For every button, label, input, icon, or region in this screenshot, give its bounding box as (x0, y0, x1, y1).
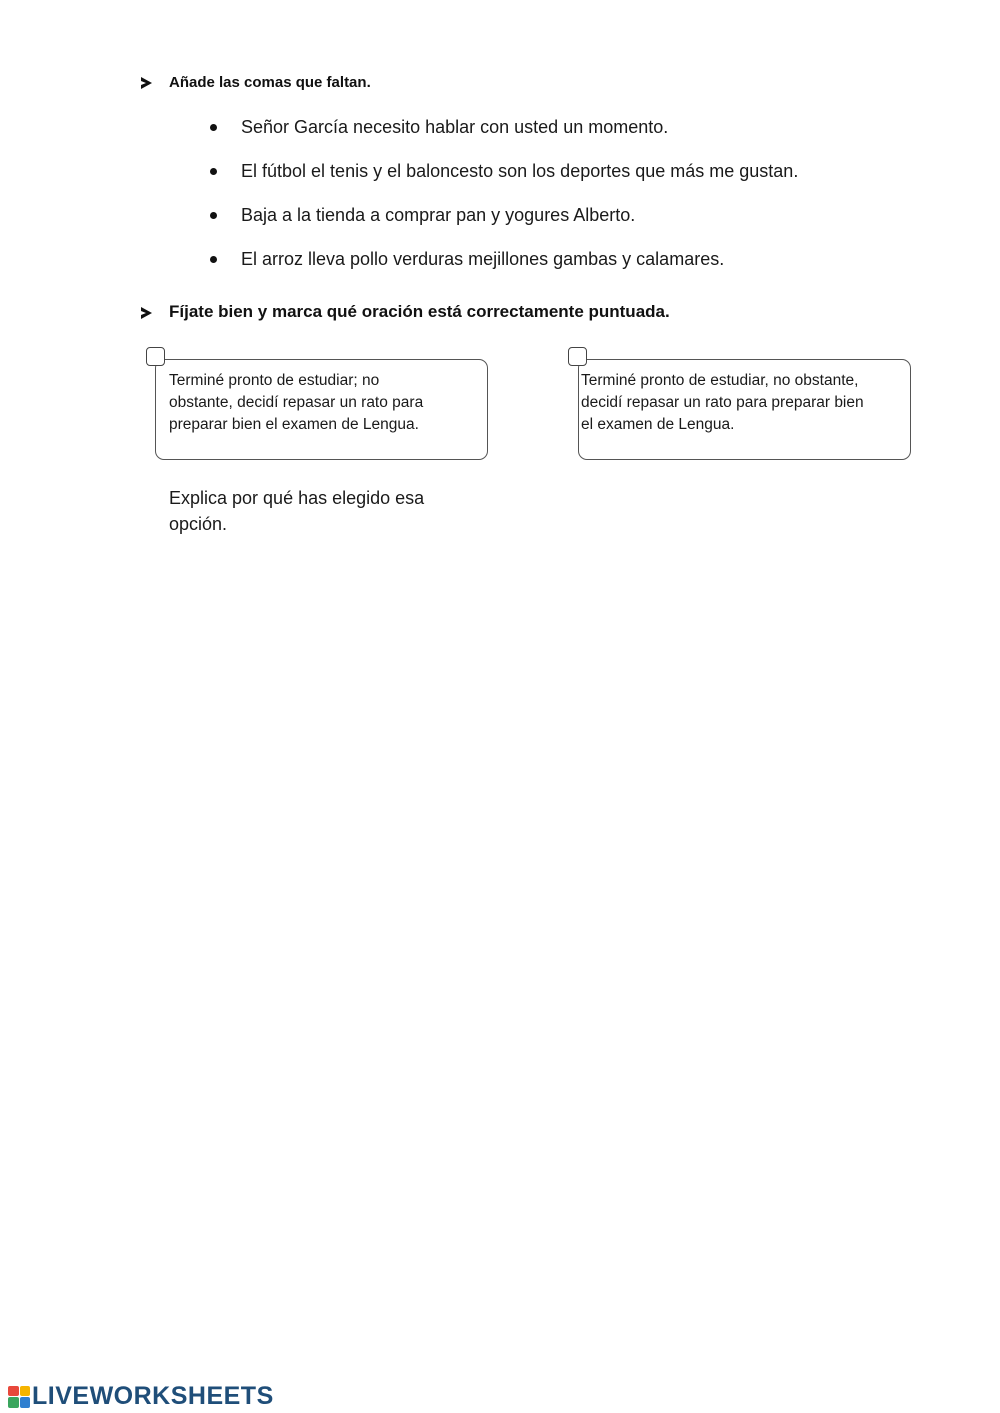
option-a-line: obstante, decidí repasar un rato para (169, 394, 424, 411)
sentence-text: Señor García necesito hablar con usted un momento. (241, 117, 669, 137)
logo-square (20, 1386, 31, 1397)
sentence-text: Baja a la tienda a comprar pan y yogures Alberto. (241, 205, 636, 225)
option-b-text (581, 370, 864, 436)
option-b-line: el examen de Lengua. (581, 416, 735, 433)
explain-line: Explica por qué has elegido esa (169, 488, 425, 508)
arrow-bullet-icon (141, 307, 152, 319)
list-item (210, 114, 798, 158)
bullet-icon (210, 256, 217, 263)
option-a-text (169, 370, 423, 436)
option-a-checkbox[interactable] (146, 347, 165, 366)
logo-square (8, 1397, 19, 1408)
liveworksheets-logo (8, 1382, 274, 1411)
bullet-icon (210, 168, 217, 175)
sentence-text: El arroz lleva pollo verduras mejillones gambas y calamares. (241, 249, 725, 269)
section1-heading: Añade las comas que faltan. (169, 74, 371, 91)
list-item (210, 246, 798, 290)
logo-square (8, 1386, 19, 1397)
option-a-line: preparar bien el examen de Lengua. (169, 416, 419, 433)
arrow-bullet-icon (141, 77, 152, 89)
bullet-icon (210, 212, 217, 219)
logo-text: LIVEWORKSHEETS (32, 1382, 274, 1410)
bullet-icon (210, 124, 217, 131)
option-b-line: decidí repasar un rato para preparar bien (581, 394, 864, 411)
explain-line: opción. (169, 514, 228, 534)
section2-heading: Fíjate bien y marca qué oración está correctamente puntuada. (169, 302, 670, 321)
option-b-line: Terminé pronto de estudiar, no obstante, (581, 372, 859, 389)
sentence-text: El fútbol el tenis y el baloncesto son los deportes que más me gustan. (241, 161, 799, 181)
option-b-checkbox[interactable] (568, 347, 587, 366)
option-a-line: Terminé pronto de estudiar; no (169, 372, 380, 389)
logo-mark-icon (8, 1386, 30, 1408)
explain-prompt (169, 485, 459, 537)
list-item (210, 202, 798, 246)
logo-square (20, 1397, 31, 1408)
list-item (210, 158, 798, 202)
comma-exercise-list (210, 114, 798, 290)
